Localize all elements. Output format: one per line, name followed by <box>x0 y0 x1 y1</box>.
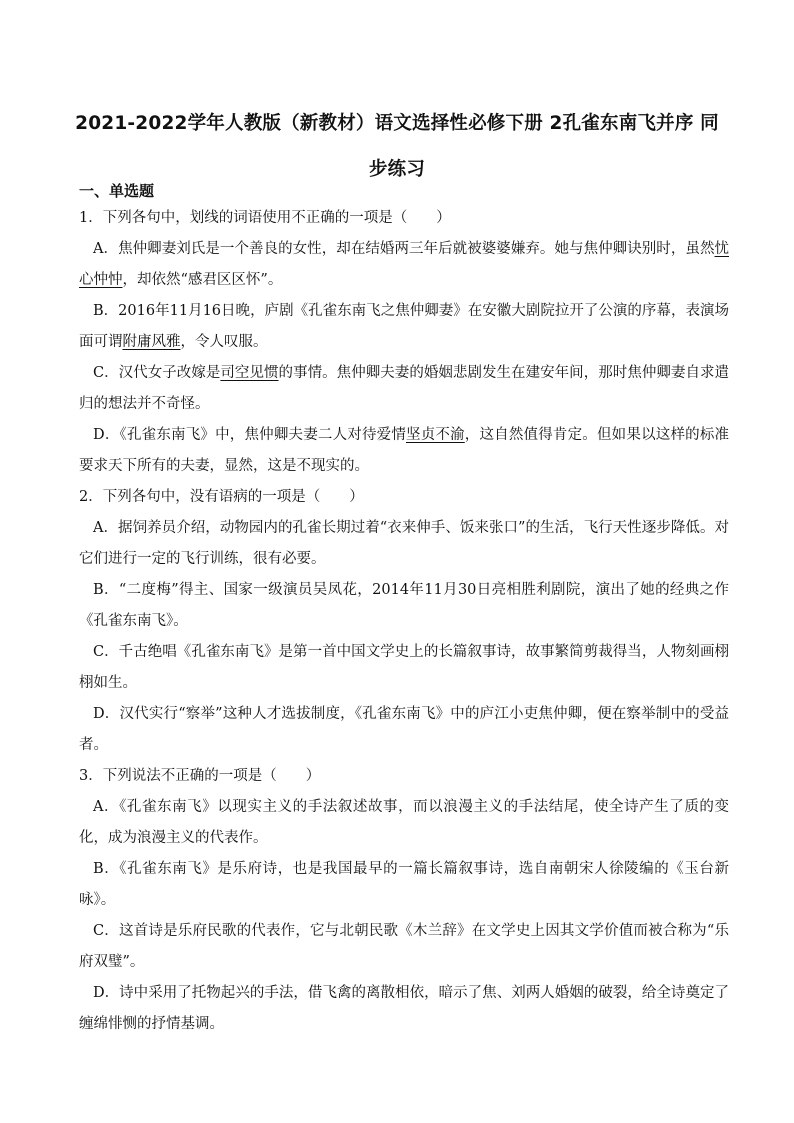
question-2 <box>79 482 729 761</box>
option-text: C．汉代女子改嫁是 <box>93 365 221 381</box>
option-c <box>79 358 729 420</box>
option-text: ，却依然“感君区区怀”。 <box>122 272 283 288</box>
option-d <box>79 420 729 482</box>
underlined-phrase: 附庸风雅 <box>122 334 181 350</box>
option-text: B．2016年11月16日晚，庐剧《孔雀东南飞之焦仲卿妻》在安徽大剧院拉开了公演的序幕，表演场面可谓 <box>79 303 729 350</box>
option-c: C．千古绝唱《孔雀东南飞》是第一首中国文学史上的长篇叙事诗，故事繁简剪裁得当，人物刻画栩栩如生。 <box>79 644 729 691</box>
option-b: B．《孔雀东南飞》是乐府诗，也是我国最早的一篇长篇叙事诗，选自南朝宋人徐陵编的《玉台新咏》。 <box>79 861 729 908</box>
section-heading: 一、单选题 <box>79 182 155 200</box>
question-stem: 1．下列各句中，划线的词语使用不正确的一项是（ ） <box>79 210 451 226</box>
option-c: C．这首诗是乐府民歌的代表作，它与北朝民歌《木兰辞》在文学史上因其文学价值而被合称为“乐府双璧”。 <box>79 923 729 970</box>
option-text: A．焦仲卿妻刘氏是一个善良的女性，却在结婚两三年后就被婆婆嫌弃。她与焦仲卿诀别时，虽然 <box>93 241 715 257</box>
option-text: ，这自然值得肯定。但如果以这样的标准要求天下所有的夫妻，显然，这是不现实的。 <box>79 427 730 474</box>
option-b <box>79 296 729 358</box>
option-b: B．“二度梅”得主、国家一级演员吴凤花，2014年11月30日亮相胜利剧院，演出了她的经典之作《孔雀东南飞》。 <box>79 582 729 629</box>
questions <box>79 203 729 1040</box>
option-d: D．汉代实行“察举”这种人才选拔制度，《孔雀东南飞》中的庐江小吏焦仲卿，便在察举制中的受益者。 <box>79 706 729 753</box>
page-title: 2021-2022学年人教版（新教材）语文选择性必修下册 2孔雀东南飞并序 同步练习 <box>75 113 719 180</box>
question-3 <box>79 761 729 1040</box>
question-1 <box>79 203 729 482</box>
option-a: A．据饲养员介绍，动物园内的孔雀长期过着“衣来伸手、饭来张口”的生活，飞行天性逐步降低。对它们进行一定的飞行训练，很有必要。 <box>79 520 729 567</box>
question-stem: 2．下列各句中，没有语病的一项是（ ） <box>79 489 364 505</box>
option-text: 的事情。焦仲卿夫妻的婚姻悲剧发生在建安年间，那时焦仲卿妻自求遣归的想法并不奇怪。 <box>79 365 730 412</box>
underlined-phrase: 忧心忡忡 <box>79 241 729 288</box>
option-a: A．《孔雀东南飞》以现实主义的手法叙述故事，而以浪漫主义的手法结尾，使全诗产生了质的变化，成为浪漫主义的代表作。 <box>79 799 729 846</box>
option-a <box>79 234 729 296</box>
underlined-phrase: 坚贞不渝 <box>406 427 465 443</box>
option-d: D．诗中采用了托物起兴的手法，借飞禽的离散相依，暗示了焦、刘两人婚姻的破裂，给全诗奠定了缠绵悱恻的抒情基调。 <box>79 985 729 1032</box>
underlined-phrase: 司空见惯 <box>220 365 279 381</box>
option-text: D．《孔雀东南飞》中，焦仲卿夫妻二人对待爱情 <box>93 427 407 443</box>
question-stem: 3．下列说法不正确的一项是（ ） <box>79 768 321 784</box>
option-text: ，令人叹服。 <box>180 334 268 350</box>
